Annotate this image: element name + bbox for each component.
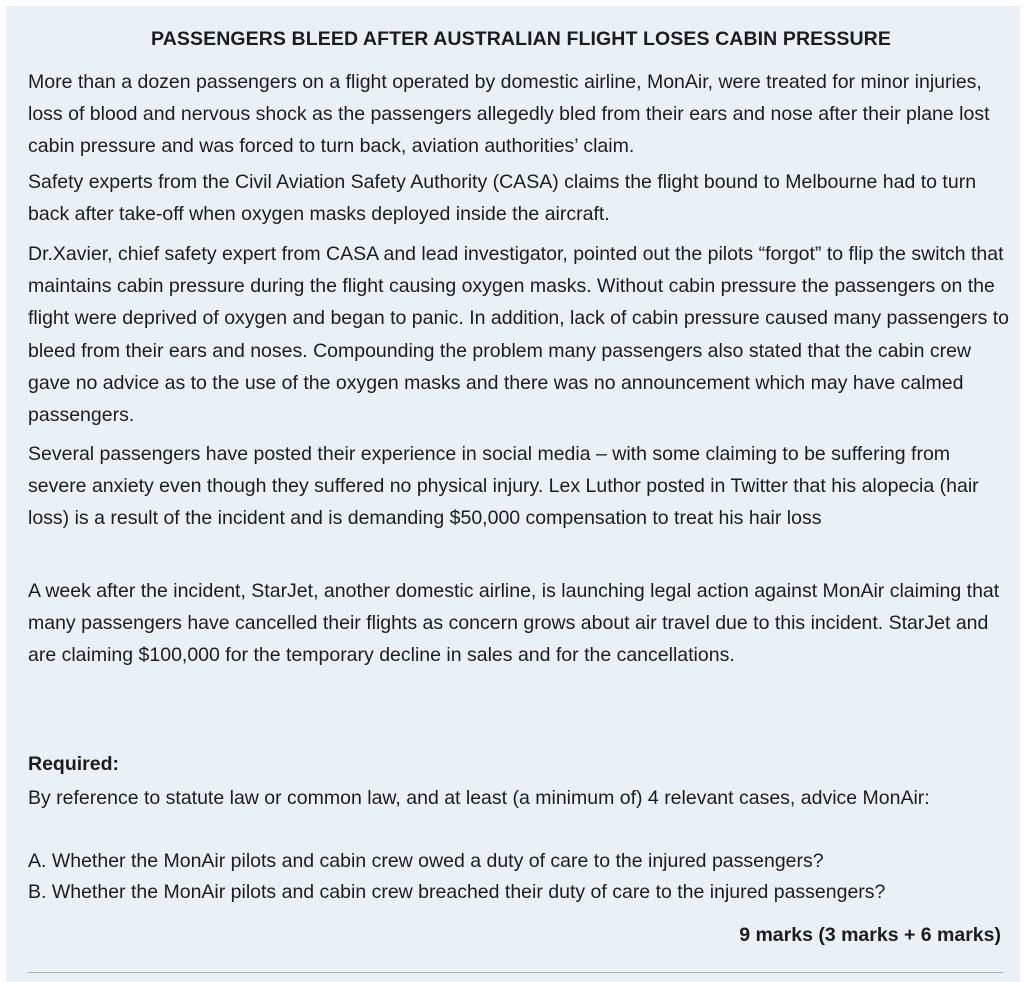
article-paragraph-5: A week after the incident, StarJet, another domestic airline, is launching legal action against MonAir claiming that many passengers have cancelled their flights as concern grows about air travel due to this incident. StarJet and are claiming $100,000 for the temporary decline in sales and for the cancellations. (28, 580, 1000, 667)
required-questions (28, 846, 885, 908)
article-paragraph-2: Safety experts from the Civil Aviation Safety Authority (CASA) claims the flight bound to Melbourne had to turn back after take-off when oxygen masks deployed inside the aircraft. (28, 171, 977, 226)
marks-label: 9 marks (3 marks + 6 marks) (739, 924, 1001, 946)
question-b: B. Whether the MonAir pilots and cabin crew breached their duty of care to the injured passengers? (28, 881, 886, 903)
article-paragraph-1: More than a dozen passengers on a flight operated by domestic airline, MonAir, were treated for minor injuries, loss of blood and nervous shock as the passengers allegedly bled from their ears and nose after their plane lost cabin pressure and was forced to turn back, aviation authorities’ claim. (28, 71, 990, 158)
question-a: A. Whether the MonAir pilots and cabin crew owed a duty of care to the injured passengers? (28, 850, 824, 872)
article-title: PASSENGERS BLEED AFTER AUSTRALIAN FLIGHT LOSES CABIN PRESSURE (151, 28, 891, 50)
article-paragraph-4: Several passengers have posted their experience in social media – with some claiming to be suffering from severe anxiety even though they suffered no physical injury. Lex Luthor posted in Twitter that his alopecia (hair loss) is a result of the incident and is demanding $50,000 compensation to treat his hair loss (28, 443, 979, 530)
required-heading: Required: (28, 753, 120, 775)
question-card (6, 6, 1020, 982)
article-paragraph-3: Dr.Xavier, chief safety expert from CASA and lead investigator, pointed out the pilots “forgot” to flip the switch that maintains cabin pressure during the flight causing oxygen masks. Without cabin pressure the passengers on the flight were deprived of oxygen and began to panic. In addition, lack of cabin pressure caused many passengers to bleed from their ears and noses. Compounding the problem many passengers also stated that the cabin crew gave no advice as to the use of the oxygen masks and there was no announcement which may have calmed passengers. (28, 243, 1010, 427)
bottom-divider (28, 972, 1003, 973)
required-instruction: By reference to statute law or common law, and at least (a minimum of) 4 relevant cases, advice MonAir: (28, 787, 930, 809)
